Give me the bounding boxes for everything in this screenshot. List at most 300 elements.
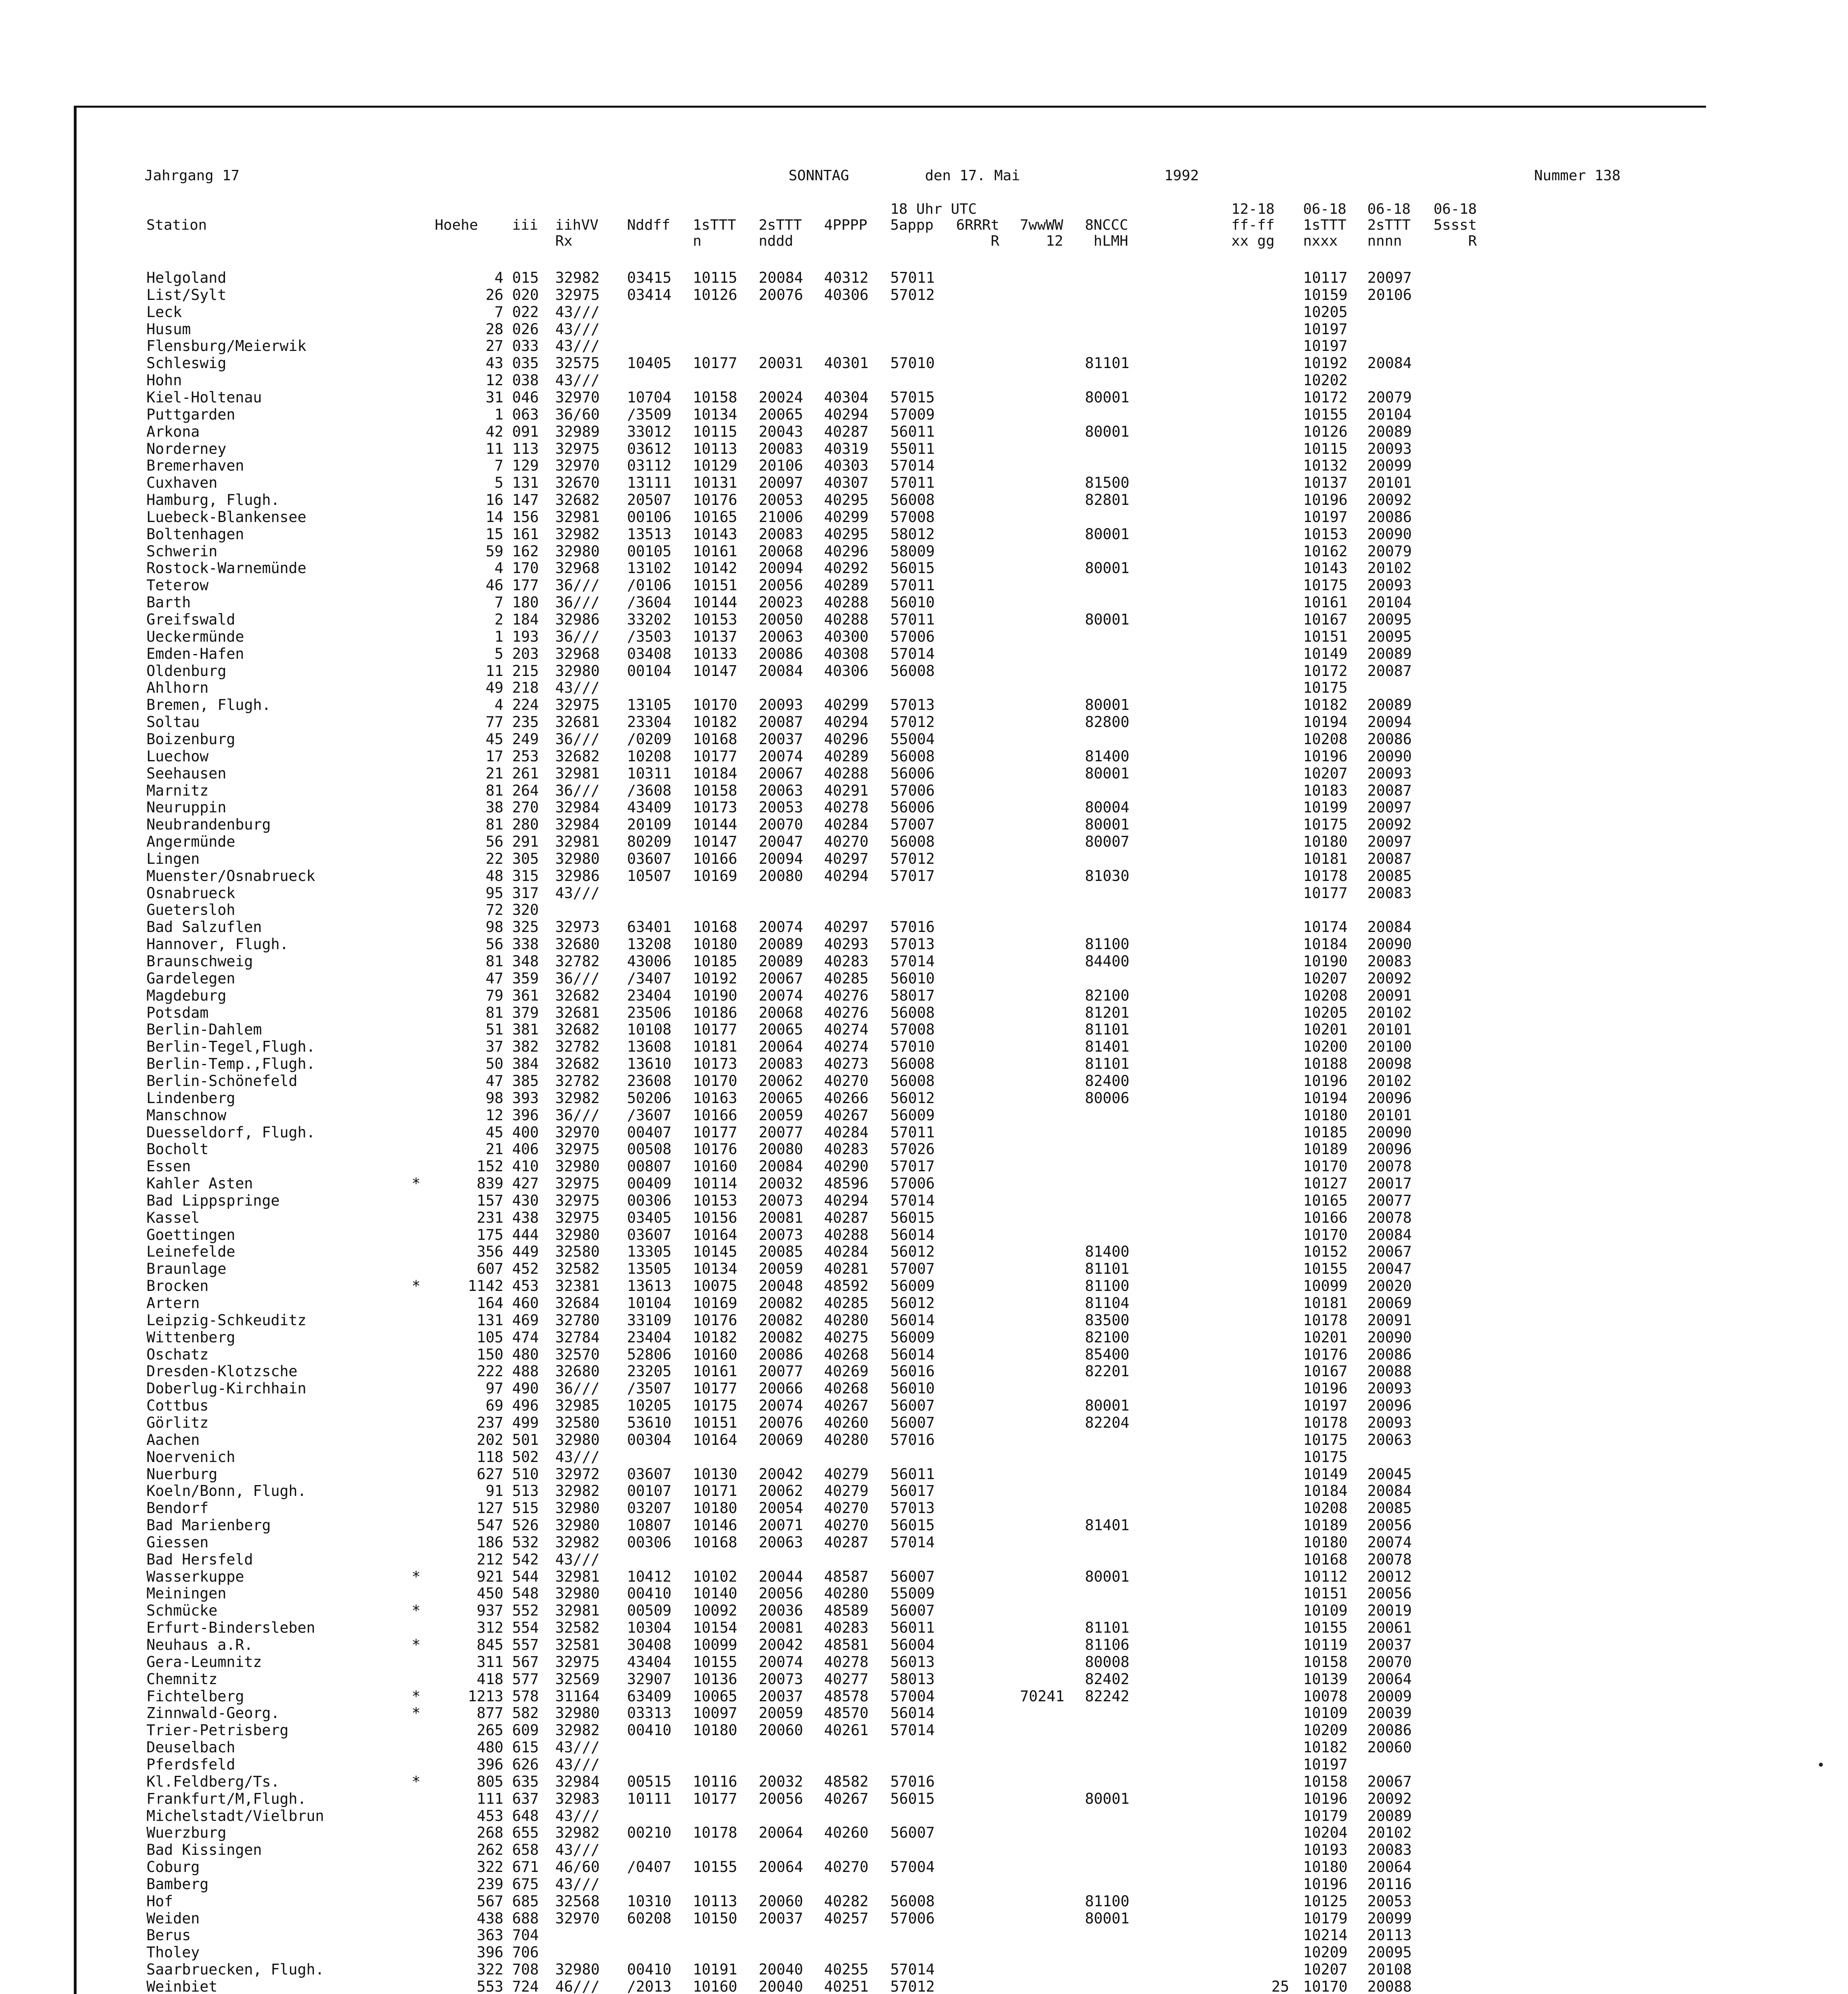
column-header-iihvv [555,217,598,249]
cell-ttt: 10165 [693,508,738,526]
cell-hoehe: 1 [494,406,503,423]
table-row [77,1978,1706,1994]
cell-hoehe: 42 [485,423,503,440]
cell-tnnn: 20092 [1367,970,1412,987]
cell-txxx: 10152 [1303,1243,1348,1260]
cell-iihvv: 32970 [555,1124,600,1141]
cell-txxx: 10170 [1303,1226,1348,1243]
cell-iihvv: 32681 [555,1004,600,1021]
cell-nddff: 00409 [627,1175,672,1192]
cell-hoehe: 175 [477,1226,503,1243]
cell-hoehe: 1142 [467,1277,503,1295]
cell-tnnn: 20078 [1367,1158,1412,1175]
column-header-line: n [693,233,702,249]
cell-txxx: 10153 [1303,526,1348,543]
cell-sta: Kahler Asten [146,1175,253,1192]
cell-pppp: 48578 [824,1688,869,1705]
cell-tnnn: 20092 [1367,491,1412,508]
cell-ttt: 10173 [693,799,738,816]
cell-iihvv: 32975 [555,1653,600,1671]
cell-ttt: 10177 [693,1124,738,1141]
cell-tdtdtd: 20066 [759,1380,803,1397]
cell-appp: 57006 [890,782,935,799]
cell-iii: 449 [512,1243,539,1260]
cell-tnnn: 20097 [1367,269,1412,286]
cell-tdtdtd: 20083 [759,526,803,543]
cell-pppp: 40276 [824,987,869,1004]
table-row [77,816,1706,833]
cell-nddff: 13105 [627,696,672,713]
cell-pppp: 40301 [824,355,869,372]
cell-sta: Helgoland [146,269,227,286]
cell-sta: Teterow [146,577,209,594]
cell-sta: Braunlage [146,1260,227,1277]
cell-pppp: 40266 [824,1090,869,1107]
table-row [77,1602,1706,1619]
cell-iii: 147 [512,491,539,508]
table-row [77,713,1706,730]
cell-ttt: 10170 [693,696,738,713]
cell-nddff: 03313 [627,1704,672,1722]
cell-tnnn: 20090 [1367,1124,1412,1141]
cell-iii: 452 [512,1260,539,1277]
cell-appp: 55009 [890,1585,935,1602]
cell-iii: 567 [512,1653,539,1671]
cell-mark: * [412,1704,421,1722]
cell-iii: 453 [512,1277,539,1295]
table-row [77,337,1706,354]
cell-pppp: 40308 [824,645,869,662]
cell-txxx: 10177 [1303,885,1348,902]
cell-tnnn: 20084 [1367,1482,1412,1499]
cell-hoehe: 157 [477,1192,503,1209]
cell-appp: 56012 [890,1090,935,1107]
cell-sta: Seehausen [146,765,227,782]
cell-hoehe: 7 [494,303,503,321]
cell-iii: 609 [512,1722,539,1739]
cell-iii: 218 [512,679,539,696]
cell-iihvv: 32570 [555,1346,600,1363]
cell-hoehe: 150 [477,1346,503,1363]
cell-txxx: 10167 [1303,611,1348,628]
cell-nccc: 80006 [1085,1090,1130,1107]
cell-appp: 56008 [890,1055,935,1072]
cell-appp: 56007 [890,1414,935,1431]
cell-nccc: 80001 [1085,1790,1130,1807]
cell-ttt: 10126 [693,286,738,303]
cell-iihvv: 36/// [555,1107,600,1124]
cell-tdtdtd: 20050 [759,611,803,628]
cell-tdtdtd: 20042 [759,1466,803,1483]
cell-iii: 338 [512,936,539,953]
cell-pppp: 40278 [824,799,869,816]
cell-appp: 56004 [890,1636,935,1653]
cell-ttt: 10130 [693,1466,738,1483]
cell-hoehe: 45 [485,731,503,748]
cell-sta: Meiningen [146,1585,227,1602]
cell-txxx: 10174 [1303,918,1348,936]
cell-hoehe: 418 [477,1671,503,1688]
cell-txxx: 10137 [1303,474,1348,491]
cell-hoehe: 4 [494,560,503,577]
cell-iii: 180 [512,594,539,611]
cell-ttt: 10140 [693,1585,738,1602]
column-header-line: 18 Uhr UTC [890,201,977,217]
cell-sta: Weinbiet [146,1978,218,1994]
cell-txxx: 10196 [1303,1876,1348,1893]
cell-iihvv: 43/// [555,1739,600,1756]
cell-tnnn: 20086 [1367,1346,1412,1363]
cell-txxx: 10185 [1303,1124,1348,1141]
cell-pppp: 40289 [824,577,869,594]
cell-txxx: 10197 [1303,337,1348,355]
cell-sta: Lingen [146,850,200,867]
table-row [77,1090,1706,1106]
cell-txxx: 10196 [1303,1380,1348,1397]
cell-nccc: 81100 [1085,1893,1130,1910]
cell-iihvv: 46/60 [555,1858,600,1876]
cell-hoehe: 26 [485,286,503,303]
cell-pppp: 40274 [824,1038,869,1055]
cell-iihvv: 32984 [555,1773,600,1790]
cell-pppp: 40296 [824,731,869,748]
cell-txxx: 10199 [1303,799,1348,816]
cell-appp: 57006 [890,1175,935,1192]
cell-tnnn: 20095 [1367,611,1412,628]
cell-tnnn: 20104 [1367,406,1412,423]
cell-tdtdtd: 20080 [759,867,803,885]
cell-nddff: /3607 [627,1107,672,1124]
table-row [77,885,1706,901]
column-header-ssst [1434,201,1477,249]
cell-nddff: 00407 [627,1124,672,1141]
cell-txxx: 10207 [1303,765,1348,782]
cell-hoehe: 2 [494,611,503,628]
cell-appp: 57011 [890,611,935,628]
cell-iihvv: 43/// [555,372,600,389]
cell-txxx: 10180 [1303,833,1348,850]
cell-iii: 510 [512,1466,539,1483]
cell-iihvv: 32980 [555,1517,600,1534]
table-row [77,1858,1706,1875]
cell-iii: 046 [512,389,539,406]
cell-pppp: 40290 [824,1158,869,1175]
cell-pppp: 40273 [824,1055,869,1072]
cell-nccc: 80008 [1085,1653,1130,1671]
cell-appp: 56017 [890,1482,935,1499]
column-header-line: iihVV [555,217,599,233]
table-row [77,1499,1706,1516]
cell-hoehe: 937 [477,1602,503,1619]
cell-hoehe: 627 [477,1466,503,1483]
cell-sta: Arkona [146,423,200,440]
cell-hoehe: 81 [485,953,503,970]
cell-iihvv: 32982 [555,1824,600,1841]
cell-tdtdtd: 20074 [759,748,803,765]
cell-pppp: 40288 [824,765,869,782]
cell-txxx: 10180 [1303,1107,1348,1124]
cell-hoehe: 97 [485,1380,503,1397]
cell-hoehe: 322 [477,1961,503,1978]
cell-nddff: 03607 [627,850,672,867]
cell-sta: Cottbus [146,1397,209,1414]
cell-sta: Husum [146,321,191,338]
cell-sta: Schwerin [146,543,218,560]
cell-appp: 56008 [890,1072,935,1090]
table-row [77,1260,1706,1277]
cell-tnnn: 20086 [1367,508,1412,526]
table-row [77,1671,1706,1687]
cell-nccc: 81101 [1085,1021,1130,1038]
cell-appp: 55004 [890,731,935,748]
cell-pppp: 40283 [824,953,869,970]
cell-pppp: 40270 [824,1499,869,1517]
cell-tnnn: 20064 [1367,1671,1412,1688]
cell-iihvv: 36/60 [555,406,600,423]
cell-sta: Emden-Hafen [146,645,245,662]
cell-sta: List/Sylt [146,286,227,303]
cell-pppp: 40284 [824,1243,869,1260]
table-row [77,799,1706,816]
cell-tnnn: 20077 [1367,1192,1412,1209]
cell-iii: 501 [512,1431,539,1448]
cell-tnnn: 20091 [1367,1312,1412,1329]
cell-txxx: 10196 [1303,491,1348,508]
cell-tdtdtd: 20031 [759,355,803,372]
column-header-line: 06-18 [1303,201,1347,217]
cell-sta: Berlin-Tegel,Flugh. [146,1038,316,1055]
cell-iii: 038 [512,372,539,389]
cell-tnnn: 20102 [1367,1824,1412,1841]
cell-nddff: /3604 [627,594,672,611]
cell-iii: 249 [512,731,539,748]
cell-iihvv: 32986 [555,867,600,885]
cell-tnnn: 20060 [1367,1739,1412,1756]
cell-tdtdtd: 20106 [759,457,803,474]
cell-hoehe: 877 [477,1704,503,1722]
cell-hoehe: 4 [494,696,503,713]
cell-iii: 688 [512,1910,539,1927]
cell-tnnn: 20078 [1367,1551,1412,1568]
cell-sta: Osnabrueck [146,885,235,902]
cell-iii: 063 [512,406,539,423]
cell-appp: 57007 [890,1260,935,1277]
cell-txxx: 10178 [1303,1414,1348,1431]
cell-ttt: 10160 [693,1346,738,1363]
cell-tnnn: 20088 [1367,1978,1412,1994]
cell-iihvv: 32975 [555,1141,600,1158]
cell-txxx: 10117 [1303,269,1348,286]
table-row [77,611,1706,628]
cell-tdtdtd: 20059 [759,1107,803,1124]
cell-hoehe: 81 [485,1004,503,1021]
cell-tdtdtd: 20097 [759,474,803,491]
cell-iihvv: 36/// [555,577,600,594]
cell-iii: 658 [512,1841,539,1858]
table-row [77,543,1706,560]
cell-iihvv: 32980 [555,1961,600,1978]
cell-ttt: 10153 [693,611,738,628]
cell-iihvv: 43/// [555,1448,600,1466]
cell-nccc: 82100 [1085,1329,1130,1346]
cell-nddff: 00107 [627,1482,672,1499]
cell-txxx: 10112 [1303,1568,1348,1585]
cell-nccc: 82100 [1085,987,1130,1004]
cell-tnnn: 20064 [1367,1858,1412,1876]
cell-tdtdtd: 20082 [759,1312,803,1329]
cell-txxx: 10170 [1303,1978,1348,1994]
cell-appp: 56007 [890,1824,935,1841]
cell-iihvv: 32968 [555,560,600,577]
cell-ttt: 10171 [693,1482,738,1499]
cell-iihvv: 32982 [555,526,600,543]
cell-tnnn: 20100 [1367,1038,1412,1055]
cell-appp: 56011 [890,1619,935,1636]
table-row [77,748,1706,764]
cell-pppp: 40275 [824,1329,869,1346]
cell-iihvv: 32381 [555,1277,600,1295]
cell-ttt: 10092 [693,1602,738,1619]
cell-ttt: 10158 [693,389,738,406]
cell-sta: Ahlhorn [146,679,209,696]
cell-tdtdtd: 20093 [759,696,803,713]
cell-appp: 57006 [890,628,935,645]
cell-ttt: 10097 [693,1704,738,1722]
cell-ttt: 10158 [693,782,738,799]
cell-txxx: 10205 [1303,1004,1348,1021]
cell-appp: 56008 [890,748,935,765]
cell-iihvv: 32970 [555,1910,600,1927]
cell-pppp: 48570 [824,1704,869,1722]
cell-pppp: 40285 [824,1295,869,1312]
cell-ttt: 10116 [693,1773,738,1790]
cell-txxx: 10172 [1303,662,1348,680]
cell-appp: 56014 [890,1346,935,1363]
cell-tnnn: 20090 [1367,748,1412,765]
table-row [77,1107,1706,1123]
cell-txxx: 10149 [1303,645,1348,662]
cell-tnnn: 20101 [1367,1107,1412,1124]
cell-txxx: 10155 [1303,1619,1348,1636]
cell-appp: 56014 [890,1312,935,1329]
cell-iihvv: 32682 [555,1055,600,1072]
cell-appp: 56007 [890,1568,935,1585]
cell-iihvv: 32973 [555,918,600,936]
cell-hoehe: 98 [485,918,503,936]
cell-iihvv: 32975 [555,1175,600,1192]
cell-sta: Luebeck-Blankensee [146,508,306,526]
column-header-line: 12-18 [1231,201,1275,217]
cell-txxx: 10155 [1303,406,1348,423]
cell-hoehe: 547 [477,1517,503,1534]
cell-ttt: 10150 [693,1910,738,1927]
table-row [77,321,1706,337]
cell-txxx: 10196 [1303,1790,1348,1807]
cell-iihvv: 32989 [555,423,600,440]
cell-pppp: 48587 [824,1568,869,1585]
cell-txxx: 10109 [1303,1602,1348,1619]
cell-tnnn: 20093 [1367,440,1412,457]
cell-tnnn: 20101 [1367,474,1412,491]
cell-tnnn: 20053 [1367,1893,1412,1910]
cell-tdtdtd: 20037 [759,731,803,748]
cell-iii: 532 [512,1534,539,1551]
cell-iii: 488 [512,1363,539,1380]
cell-hoehe: 14 [485,508,503,526]
cell-sta: Wittenberg [146,1329,235,1346]
cell-nddff: 23205 [627,1363,672,1380]
cell-hoehe: 450 [477,1585,503,1602]
date-label: den 17. Mai [925,167,1020,184]
cell-hoehe: 237 [477,1414,503,1431]
cell-tdtdtd: 20037 [759,1688,803,1705]
column-header-line: 12 [1046,233,1063,249]
cell-iihvv: 32682 [555,1021,600,1038]
cell-appp: 57014 [890,1192,935,1209]
cell-appp: 57010 [890,355,935,372]
cell-iii: 113 [512,440,539,457]
cell-hoehe: 47 [485,970,503,987]
cell-nddff: 33202 [627,611,672,628]
cell-iihvv: 32986 [555,611,600,628]
column-header-line: Rx [555,233,573,249]
cell-sta: Hamburg, Flugh. [146,491,280,508]
cell-pppp: 40282 [824,1893,869,1910]
cell-pppp: 40280 [824,1431,869,1448]
cell-txxx: 10099 [1303,1277,1348,1295]
cell-sta: Hohn [146,372,182,389]
table-row [77,679,1706,696]
cell-pppp: 40278 [824,1653,869,1671]
cell-iii: 582 [512,1704,539,1722]
cell-iii: 361 [512,987,539,1004]
cell-txxx: 10189 [1303,1141,1348,1158]
cell-iii: 513 [512,1482,539,1499]
table-row [77,1072,1706,1089]
cell-tdtdtd: 20084 [759,269,803,286]
cell-iii: 224 [512,696,539,713]
cell-tnnn: 20020 [1367,1277,1412,1295]
cell-nccc: 80001 [1085,526,1130,543]
column-header-line: R [990,233,1000,249]
cell-tdtdtd: 20059 [759,1704,803,1722]
table-row [77,833,1706,850]
cell-hoehe: 21 [485,1141,503,1158]
cell-tdtdtd: 20032 [759,1773,803,1790]
cell-iihvv: 32980 [555,1585,600,1602]
cell-tdtdtd: 20068 [759,1004,803,1021]
cell-tdtdtd: 20074 [759,987,803,1004]
cell-ttt: 10147 [693,833,738,850]
cell-pppp: 40297 [824,918,869,936]
cell-nddff: 63401 [627,918,672,936]
cell-hoehe: 56 [485,936,503,953]
cell-hoehe: 7 [494,594,503,611]
cell-ttt: 10161 [693,543,738,560]
cell-sta: Bremerhaven [146,457,245,474]
cell-hoehe: 805 [477,1773,503,1790]
cell-appp: 56008 [890,1004,935,1021]
cell-sta: Goettingen [146,1226,235,1243]
cell-sta: Leinefelde [146,1243,235,1260]
cell-tdtdtd: 20064 [759,1824,803,1841]
cell-tnnn: 20084 [1367,355,1412,372]
cell-txxx: 10139 [1303,1671,1348,1688]
table-row [77,1927,1706,1943]
column-header-line: xx gg [1231,233,1275,249]
cell-ttt: 10131 [693,474,738,491]
cell-ttt: 10114 [693,1175,738,1192]
